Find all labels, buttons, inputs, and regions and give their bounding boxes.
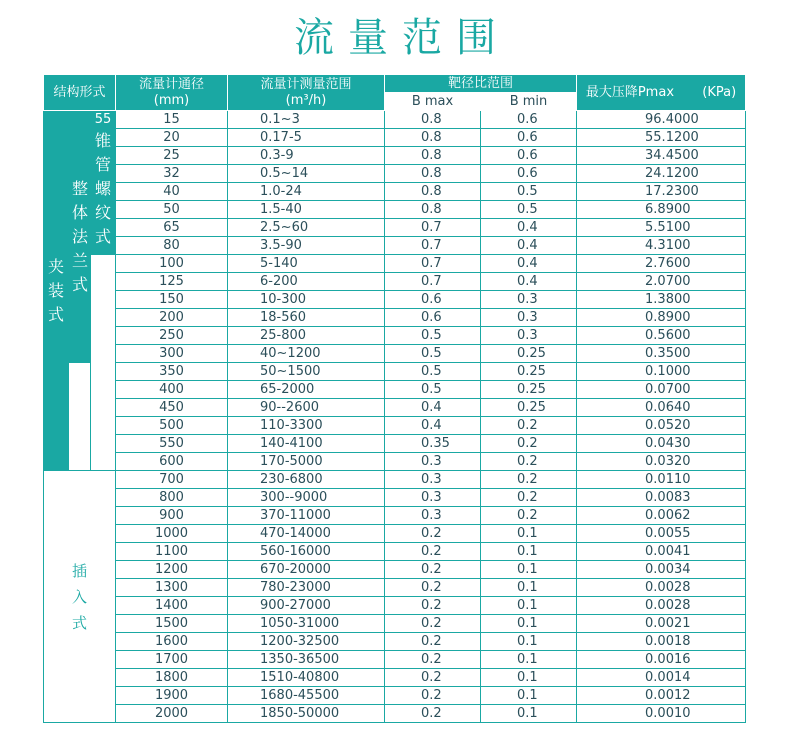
table-row	[44, 363, 746, 381]
cell-range: 1.5-40	[228, 201, 385, 219]
cell-diameter: 900	[116, 507, 228, 525]
cell-bmax: 0.7	[385, 219, 481, 237]
cell-diameter: 1700	[116, 651, 228, 669]
table-row	[44, 111, 746, 129]
cell-range: 300--9000	[228, 489, 385, 507]
cell-pmax: 0.0110	[577, 471, 746, 489]
cell-diameter: 1800	[116, 669, 228, 687]
cell-pmax: 0.0018	[577, 633, 746, 651]
cell-bmin: 0.1	[481, 561, 577, 579]
cell-range: 0.5~14	[228, 165, 385, 183]
cell-bmax: 0.8	[385, 201, 481, 219]
cell-bmax: 0.8	[385, 183, 481, 201]
cell-diameter: 32	[116, 165, 228, 183]
page-title: 流量范围	[294, 15, 510, 61]
cell-pmax: 0.0041	[577, 543, 746, 561]
table-row	[44, 579, 746, 597]
cell-bmax: 0.8	[385, 165, 481, 183]
cell-bmax: 0.4	[385, 399, 481, 417]
cell-pmax: 0.1000	[577, 363, 746, 381]
cell-bmax: 0.7	[385, 273, 481, 291]
cell-bmin: 0.2	[481, 471, 577, 489]
cell-bmax: 0.2	[385, 561, 481, 579]
cell-diameter: 300	[116, 345, 228, 363]
cell-pmax: 0.8900	[577, 309, 746, 327]
cell-bmax: 0.8	[385, 147, 481, 165]
cell-pmax: 0.0028	[577, 579, 746, 597]
cell-bmax: 0.2	[385, 597, 481, 615]
table-row	[44, 165, 746, 183]
cell-bmin: 0.2	[481, 489, 577, 507]
cell-bmin: 0.1	[481, 615, 577, 633]
cell-diameter: 800	[116, 489, 228, 507]
cell-bmin: 0.1	[481, 669, 577, 687]
cell-pmax: 0.0062	[577, 507, 746, 525]
header-ratio: 靶径比范围	[385, 75, 577, 93]
cell-bmax: 0.8	[385, 111, 481, 129]
cell-diameter: 1500	[116, 615, 228, 633]
cell-bmin: 0.1	[481, 633, 577, 651]
cell-bmin: 0.2	[481, 435, 577, 453]
cell-bmax: 0.4	[385, 417, 481, 435]
cell-pmax: 1.3800	[577, 291, 746, 309]
cell-bmin: 0.6	[481, 165, 577, 183]
thread-blank-cell	[91, 255, 116, 471]
cell-bmin: 0.6	[481, 129, 577, 147]
category-thread	[91, 111, 116, 255]
cell-range: 18-560	[228, 309, 385, 327]
cell-diameter: 700	[116, 471, 228, 489]
table-row	[44, 435, 746, 453]
cell-range: 0.17-5	[228, 129, 385, 147]
cell-range: 5-140	[228, 255, 385, 273]
header-bmin: B min	[481, 93, 577, 111]
table-row	[44, 651, 746, 669]
cell-range: 0.3-9	[228, 147, 385, 165]
table-row	[44, 273, 746, 291]
cell-range: 670-20000	[228, 561, 385, 579]
cell-diameter: 20	[116, 129, 228, 147]
cell-bmin: 0.1	[481, 579, 577, 597]
table-row	[44, 561, 746, 579]
header-range-label: 流量计测量范围	[260, 76, 352, 92]
cell-bmin: 0.4	[481, 273, 577, 291]
cell-bmax: 0.5	[385, 345, 481, 363]
cell-range: 90--2600	[228, 399, 385, 417]
cell-range: 110-3300	[228, 417, 385, 435]
category-thread-number: 55	[94, 112, 112, 127]
cell-range: 230-6800	[228, 471, 385, 489]
cell-range: 1.0-24	[228, 183, 385, 201]
cell-bmax: 0.6	[385, 291, 481, 309]
cell-range: 900-27000	[228, 597, 385, 615]
table-row	[44, 291, 746, 309]
cell-diameter: 1100	[116, 543, 228, 561]
category-insert	[44, 471, 116, 723]
table-row	[44, 507, 746, 525]
cell-pmax: 0.0028	[577, 597, 746, 615]
cell-bmin: 0.4	[481, 237, 577, 255]
cell-pmax: 55.1200	[577, 129, 746, 147]
header-diameter-unit: (mm)	[153, 92, 190, 108]
table-row	[44, 183, 746, 201]
cell-range: 780-23000	[228, 579, 385, 597]
cell-diameter: 15	[116, 111, 228, 129]
table-row	[44, 255, 746, 273]
cell-diameter: 50	[116, 201, 228, 219]
cell-range: 470-14000	[228, 525, 385, 543]
cell-pmax: 0.0014	[577, 669, 746, 687]
cell-bmax: 0.5	[385, 327, 481, 345]
cell-range: 140-4100	[228, 435, 385, 453]
cell-range: 1510-40800	[228, 669, 385, 687]
cell-diameter: 1400	[116, 597, 228, 615]
cell-bmax: 0.7	[385, 255, 481, 273]
cell-bmax: 0.3	[385, 471, 481, 489]
cell-range: 65-2000	[228, 381, 385, 399]
table-row	[44, 237, 746, 255]
cell-bmax: 0.3	[385, 507, 481, 525]
cell-range: 1350-36500	[228, 651, 385, 669]
cell-pmax: 6.8900	[577, 201, 746, 219]
cell-bmin: 0.2	[481, 507, 577, 525]
cell-pmax: 0.0083	[577, 489, 746, 507]
category-insert-label: 插入式	[71, 561, 87, 632]
cell-diameter: 1900	[116, 687, 228, 705]
cell-pmax: 2.0700	[577, 273, 746, 291]
cell-pmax: 0.0520	[577, 417, 746, 435]
table-row	[44, 417, 746, 435]
cell-range: 10-300	[228, 291, 385, 309]
table-row	[44, 309, 746, 327]
table-row	[44, 399, 746, 417]
header-diameter	[116, 75, 228, 111]
cell-range: 25-800	[228, 327, 385, 345]
cell-bmin: 0.6	[481, 111, 577, 129]
cell-bmax: 0.2	[385, 615, 481, 633]
cell-pmax: 34.4500	[577, 147, 746, 165]
cell-pmax: 17.2300	[577, 183, 746, 201]
cell-bmax: 0.5	[385, 381, 481, 399]
cell-bmin: 0.2	[481, 453, 577, 471]
cell-bmin: 0.1	[481, 597, 577, 615]
cell-bmin: 0.25	[481, 381, 577, 399]
cell-bmin: 0.25	[481, 345, 577, 363]
cell-range: 370-11000	[228, 507, 385, 525]
cell-range: 3.5-90	[228, 237, 385, 255]
cell-pmax: 96.4000	[577, 111, 746, 129]
header-row-1	[44, 75, 746, 93]
cell-bmax: 0.2	[385, 651, 481, 669]
table-row	[44, 687, 746, 705]
cell-pmax: 0.0700	[577, 381, 746, 399]
cell-diameter: 150	[116, 291, 228, 309]
header-diameter-label: 流量计通径	[138, 76, 204, 92]
cell-range: 1050-31000	[228, 615, 385, 633]
cell-pmax: 4.3100	[577, 237, 746, 255]
cell-bmin: 0.1	[481, 687, 577, 705]
category-thread-label: 锥管螺纹式	[94, 131, 111, 246]
category-flange	[69, 111, 91, 363]
cell-pmax: 0.0034	[577, 561, 746, 579]
table-row	[44, 147, 746, 165]
cell-diameter: 550	[116, 435, 228, 453]
table-row	[44, 381, 746, 399]
header-pmax	[577, 75, 746, 111]
table-row	[44, 219, 746, 237]
cell-range: 2.5~60	[228, 219, 385, 237]
cell-diameter: 400	[116, 381, 228, 399]
cell-range: 6-200	[228, 273, 385, 291]
cell-pmax: 0.0016	[577, 651, 746, 669]
header-structure: 结构形式	[44, 75, 116, 111]
table-row	[44, 705, 746, 723]
table-row	[44, 129, 746, 147]
cell-bmin: 0.1	[481, 543, 577, 561]
cell-bmin: 0.1	[481, 651, 577, 669]
cell-bmin: 0.3	[481, 309, 577, 327]
cell-diameter: 200	[116, 309, 228, 327]
cell-bmax: 0.35	[385, 435, 481, 453]
cell-diameter: 25	[116, 147, 228, 165]
cell-diameter: 80	[116, 237, 228, 255]
cell-bmax: 0.2	[385, 543, 481, 561]
cell-pmax: 0.0021	[577, 615, 746, 633]
table-row	[44, 327, 746, 345]
cell-diameter: 1300	[116, 579, 228, 597]
cell-bmin: 0.25	[481, 399, 577, 417]
cell-pmax: 0.0640	[577, 399, 746, 417]
cell-diameter: 250	[116, 327, 228, 345]
category-clamp	[44, 111, 69, 471]
cell-diameter: 125	[116, 273, 228, 291]
cell-pmax: 0.0055	[577, 525, 746, 543]
cell-range: 560-16000	[228, 543, 385, 561]
cell-diameter: 350	[116, 363, 228, 381]
cell-diameter: 65	[116, 219, 228, 237]
cell-bmin: 0.4	[481, 255, 577, 273]
table-row	[44, 597, 746, 615]
table-row	[44, 201, 746, 219]
cell-bmin: 0.1	[481, 525, 577, 543]
cell-bmax: 0.2	[385, 705, 481, 723]
cell-pmax: 0.0430	[577, 435, 746, 453]
table-body	[44, 111, 746, 723]
cell-diameter: 1600	[116, 633, 228, 651]
cell-bmin: 0.6	[481, 147, 577, 165]
cell-pmax: 2.7600	[577, 255, 746, 273]
cell-bmax: 0.7	[385, 237, 481, 255]
cell-bmin: 0.5	[481, 183, 577, 201]
category-flange-label: 整体法兰式	[71, 178, 88, 294]
cell-diameter: 100	[116, 255, 228, 273]
header-range	[228, 75, 385, 111]
cell-diameter: 450	[116, 399, 228, 417]
cell-bmin: 0.2	[481, 417, 577, 435]
cell-diameter: 40	[116, 183, 228, 201]
header-pmax-unit: (KPa)	[702, 84, 737, 100]
header-range-unit: (m³/h)	[285, 92, 327, 108]
table-row	[44, 669, 746, 687]
cell-diameter: 1000	[116, 525, 228, 543]
cell-bmax: 0.6	[385, 309, 481, 327]
cell-range: 1680-45500	[228, 687, 385, 705]
cell-range: 50~1500	[228, 363, 385, 381]
flow-range-table	[43, 74, 746, 723]
cell-pmax: 5.5100	[577, 219, 746, 237]
cell-diameter: 500	[116, 417, 228, 435]
cell-bmax: 0.2	[385, 579, 481, 597]
cell-bmax: 0.2	[385, 525, 481, 543]
cell-diameter: 600	[116, 453, 228, 471]
cell-diameter: 1200	[116, 561, 228, 579]
cell-bmax: 0.2	[385, 669, 481, 687]
table-row	[44, 489, 746, 507]
cell-pmax: 0.3500	[577, 345, 746, 363]
cell-pmax: 0.5600	[577, 327, 746, 345]
cell-pmax: 0.0010	[577, 705, 746, 723]
cell-range: 1200-32500	[228, 633, 385, 651]
cell-range: 0.1~3	[228, 111, 385, 129]
cell-bmin: 0.3	[481, 291, 577, 309]
cell-range: 1850-50000	[228, 705, 385, 723]
cell-bmin: 0.1	[481, 705, 577, 723]
table-row	[44, 345, 746, 363]
cell-range: 170-5000	[228, 453, 385, 471]
cell-bmin: 0.4	[481, 219, 577, 237]
category-clamp-label: 夹装式	[47, 256, 64, 324]
cell-diameter: 2000	[116, 705, 228, 723]
cell-bmin: 0.25	[481, 363, 577, 381]
table-row	[44, 471, 746, 489]
header-pmax-label: 最大压降Pmax	[585, 84, 675, 100]
table-row	[44, 633, 746, 651]
header-bmax: B max	[385, 93, 481, 111]
cell-bmax: 0.3	[385, 453, 481, 471]
cell-pmax: 0.0012	[577, 687, 746, 705]
table-row	[44, 453, 746, 471]
cell-bmax: 0.2	[385, 633, 481, 651]
table-row	[44, 525, 746, 543]
cell-pmax: 24.1200	[577, 165, 746, 183]
cell-bmin: 0.5	[481, 201, 577, 219]
table-row	[44, 543, 746, 561]
table-row	[44, 615, 746, 633]
flange-blank-cell	[69, 363, 91, 471]
cell-bmax: 0.8	[385, 129, 481, 147]
cell-pmax: 0.0320	[577, 453, 746, 471]
cell-range: 40~1200	[228, 345, 385, 363]
cell-bmax: 0.3	[385, 489, 481, 507]
cell-bmin: 0.3	[481, 327, 577, 345]
cell-bmax: 0.2	[385, 687, 481, 705]
cell-bmax: 0.5	[385, 363, 481, 381]
